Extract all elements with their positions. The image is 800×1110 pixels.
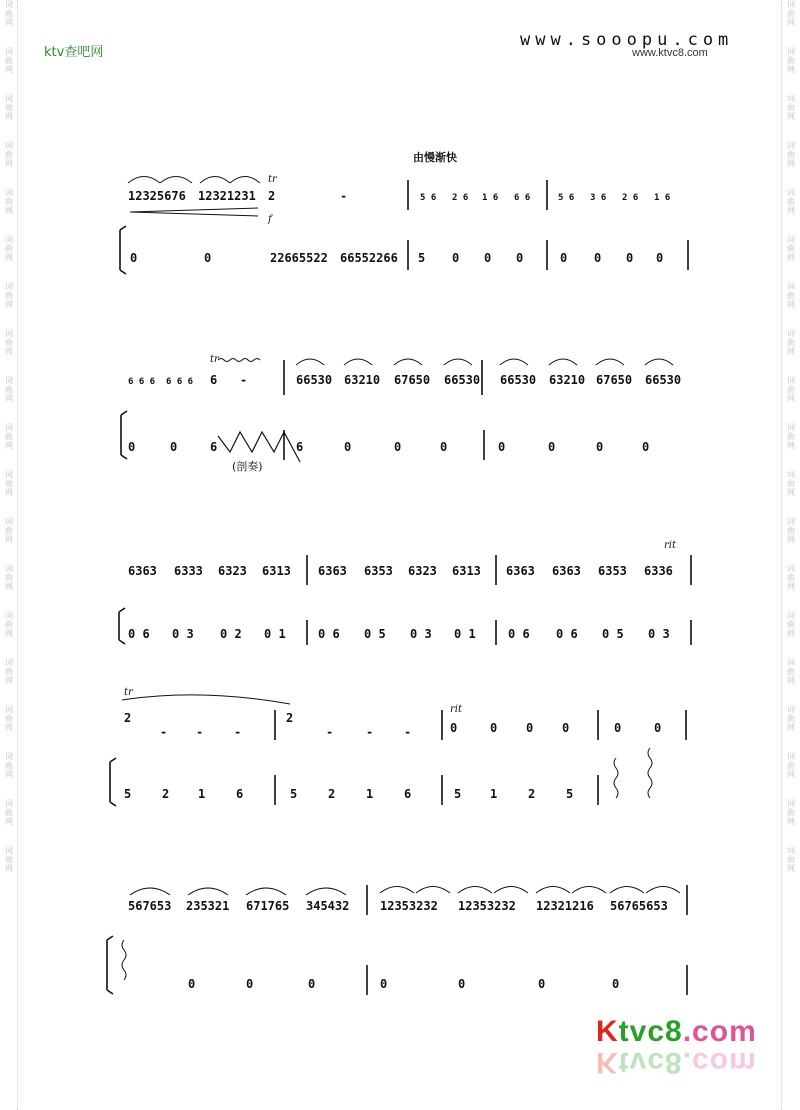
note-group: 6323: [408, 564, 437, 578]
chord: 2 6: [452, 193, 469, 203]
dash: -: [326, 725, 334, 739]
rest: 0: [562, 721, 570, 735]
note-group: 67650: [596, 373, 633, 387]
watermark-glyphs: 词 曲 网: [787, 423, 795, 450]
rest: 0: [642, 440, 650, 454]
note-group: 345432: [306, 899, 350, 913]
note-group: 6363: [552, 564, 581, 578]
note: 5: [418, 251, 426, 265]
watermark-glyphs: 词 曲 网: [5, 423, 13, 450]
watermark-glyphs: 词 曲 网: [5, 705, 13, 732]
rest: 0: [188, 977, 196, 991]
note: 5: [124, 787, 132, 801]
watermark-glyphs: 词 曲 网: [787, 470, 795, 497]
rest: 0: [394, 440, 402, 454]
watermark-glyphs: 词 曲 网: [787, 47, 795, 74]
note-group: 0 6: [508, 627, 530, 641]
note-group: 66530: [296, 373, 333, 387]
note: 6: [296, 440, 304, 454]
rest: 0: [516, 251, 524, 265]
rest: 0: [526, 721, 534, 735]
note-group: 6313: [262, 564, 291, 578]
note: 5: [290, 787, 298, 801]
note-group: 67650: [394, 373, 431, 387]
note-group: 6353: [598, 564, 627, 578]
watermark-glyphs: 词 曲 网: [787, 235, 795, 262]
watermark-glyphs: 词 曲 网: [5, 94, 13, 121]
tremolo-zigzag: [218, 432, 300, 462]
note-group: 567653: [128, 899, 172, 913]
watermark-glyphs: 词 曲 网: [787, 846, 795, 873]
watermark-glyphs: 词 曲 网: [787, 517, 795, 544]
dash: -: [160, 725, 168, 739]
trill-mark: tr: [210, 354, 219, 365]
watermark-glyphs: 词 曲 网: [787, 705, 795, 732]
rest: 0: [490, 721, 498, 735]
watermark-glyphs: 词 曲 网: [787, 0, 795, 27]
chord: 6 6 6: [166, 377, 194, 387]
rest: 0: [458, 977, 466, 991]
tempo-marking: 由慢渐快: [413, 151, 457, 164]
rest: 0: [614, 721, 622, 735]
chord: 5 6: [420, 193, 437, 203]
site-url: www.sooopu.com: [520, 30, 734, 50]
system-bracket: [119, 608, 125, 644]
note-group: 6313: [452, 564, 481, 578]
note-group: 6323: [218, 564, 247, 578]
note-group: 6333: [174, 564, 203, 578]
watermark-glyphs: 词 曲 网: [787, 564, 795, 591]
note-group: 6363: [318, 564, 347, 578]
dash: -: [196, 725, 204, 739]
note-group: 66530: [645, 373, 682, 387]
trill-mark: tr: [124, 687, 133, 698]
note-group: 6353: [364, 564, 393, 578]
note: 2: [162, 787, 170, 801]
note-group: 6363: [128, 564, 157, 578]
watermark-glyphs: 词 曲 网: [787, 188, 795, 215]
dash: -: [340, 189, 348, 203]
trill-wave: [218, 359, 260, 362]
rest: 0: [170, 440, 178, 454]
watermark-glyphs: 词 曲 网: [5, 611, 13, 638]
arpeggio-mark: [122, 940, 126, 980]
rest: 0: [596, 440, 604, 454]
note: 1: [198, 787, 206, 801]
note-group: 22665522: [270, 251, 328, 265]
watermark-glyphs: 词 曲 网: [787, 329, 795, 356]
watermark-glyphs: 词 曲 网: [5, 47, 13, 74]
note-group: 671765: [246, 899, 290, 913]
rest: 0: [452, 251, 460, 265]
rest: 0: [538, 977, 546, 991]
watermark-glyphs: 词 曲 网: [5, 376, 13, 403]
ktvc8-logo: Ktvc8.com Ktvc8.com: [596, 1015, 757, 1079]
note-group: 0 2: [220, 627, 242, 641]
note: 5: [454, 787, 462, 801]
watermark-glyphs: 词 曲 网: [5, 329, 13, 356]
watermark-glyphs: 词 曲 网: [5, 658, 13, 685]
dynamic-forte: f: [268, 214, 272, 225]
dash: -: [366, 725, 374, 739]
rest: 0: [308, 977, 316, 991]
note-group: 12353232: [380, 899, 438, 913]
note-group: 12321231: [198, 189, 256, 203]
rest: 0: [594, 251, 602, 265]
slur-group: [122, 177, 680, 896]
chord: 1 6: [482, 193, 499, 203]
note-group: 6336: [644, 564, 673, 578]
note-group: 0 1: [454, 627, 476, 641]
note: 2: [328, 787, 336, 801]
ritardando-mark: rit: [664, 540, 676, 551]
note-group: 0 5: [602, 627, 624, 641]
note-group: 66530: [500, 373, 537, 387]
site-name-left: ktv查吧网: [44, 45, 104, 60]
chord: 6 6 6: [128, 377, 156, 387]
watermark-glyphs: 词 曲 网: [5, 282, 13, 309]
note-group: 235321: [186, 899, 230, 913]
rest: 0: [440, 440, 448, 454]
rest: 0: [450, 721, 458, 735]
watermark-glyphs: 词 曲 网: [787, 799, 795, 826]
chord: 3 6: [590, 193, 607, 203]
watermark-glyphs: 词 曲 网: [5, 517, 13, 544]
system-bracket: [121, 411, 127, 459]
note-group: 0 6: [556, 627, 578, 641]
performance-note: (剖奏): [232, 460, 263, 473]
watermark-glyphs: 词 曲 网: [5, 0, 13, 27]
rest: 0: [498, 440, 506, 454]
rest: 0: [128, 440, 136, 454]
note-group: 0 3: [410, 627, 432, 641]
note-group: 12325676: [128, 189, 186, 203]
watermark-glyphs: 词 曲 网: [5, 141, 13, 168]
rest: 0: [380, 977, 388, 991]
chord: 1 6: [654, 193, 671, 203]
watermark-glyphs: 词 曲 网: [787, 611, 795, 638]
crescendo-hairpin: [130, 208, 258, 216]
arpeggio-mark: [614, 758, 618, 798]
note-group: 66552266: [340, 251, 398, 265]
note-group: 0 5: [364, 627, 386, 641]
note: 6: [404, 787, 412, 801]
note-group: 0 3: [648, 627, 670, 641]
note-group: 12353232: [458, 899, 516, 913]
dash: -: [234, 725, 242, 739]
watermark-glyphs: 词 曲 网: [787, 376, 795, 403]
trill-mark: tr: [268, 174, 277, 185]
rest: 0: [654, 721, 662, 735]
note-group: 63210: [549, 373, 586, 387]
chord: 2 6: [622, 193, 639, 203]
rest: 0: [656, 251, 664, 265]
note-group: 0 6: [318, 627, 340, 641]
watermark-glyphs: 词 曲 网: [787, 752, 795, 779]
note-group: 6363: [506, 564, 535, 578]
note: 1: [490, 787, 498, 801]
system-bracket: [107, 936, 113, 994]
rest: 0: [626, 251, 634, 265]
system-bracket: [120, 226, 126, 274]
watermark-glyphs: 词 曲 网: [5, 799, 13, 826]
rest: 0: [548, 440, 556, 454]
note-group: 63210: [344, 373, 381, 387]
note: 2: [528, 787, 536, 801]
watermark-glyphs: 词 曲 网: [787, 141, 795, 168]
note: 1: [366, 787, 374, 801]
watermark-glyphs: 词 曲 网: [5, 846, 13, 873]
site-url-sub: www.ktvc8.com: [632, 47, 708, 59]
dash: -: [240, 373, 248, 387]
chord: 5 6: [558, 193, 575, 203]
watermark-glyphs: 词 曲 网: [5, 564, 13, 591]
watermark-glyphs: 词 曲 网: [787, 658, 795, 685]
watermark-glyphs: 词 曲 网: [787, 94, 795, 121]
rest: 0: [612, 977, 620, 991]
arpeggio-mark: [648, 748, 652, 798]
ritardando-mark: rit: [450, 704, 462, 715]
watermark-glyphs: 词 曲 网: [5, 470, 13, 497]
note: 6: [210, 373, 218, 387]
rest: 0: [204, 251, 212, 265]
watermark-glyphs: 词 曲 网: [5, 188, 13, 215]
note-group: 12321216: [536, 899, 594, 913]
chord: 6 6: [514, 193, 531, 203]
rest: 0: [130, 251, 138, 265]
system-bracket: [110, 758, 116, 806]
note: 5: [566, 787, 574, 801]
rest: 0: [246, 977, 254, 991]
note: 2: [286, 711, 294, 725]
note-group: 56765653: [610, 899, 668, 913]
rest: 0: [484, 251, 492, 265]
note-group: 0 6: [128, 627, 150, 641]
note-group: 66530: [444, 373, 481, 387]
note: 2: [268, 189, 276, 203]
watermark-glyphs: 词 曲 网: [5, 235, 13, 262]
note: 2: [124, 711, 132, 725]
note-group: 0 1: [264, 627, 286, 641]
note-group: 0 3: [172, 627, 194, 641]
watermark-glyphs: 词 曲 网: [787, 282, 795, 309]
note: 6: [236, 787, 244, 801]
rest: 0: [560, 251, 568, 265]
watermark-glyphs: 词 曲 网: [5, 752, 13, 779]
dash: -: [404, 725, 412, 739]
rest: 0: [344, 440, 352, 454]
note: 6: [210, 440, 218, 454]
